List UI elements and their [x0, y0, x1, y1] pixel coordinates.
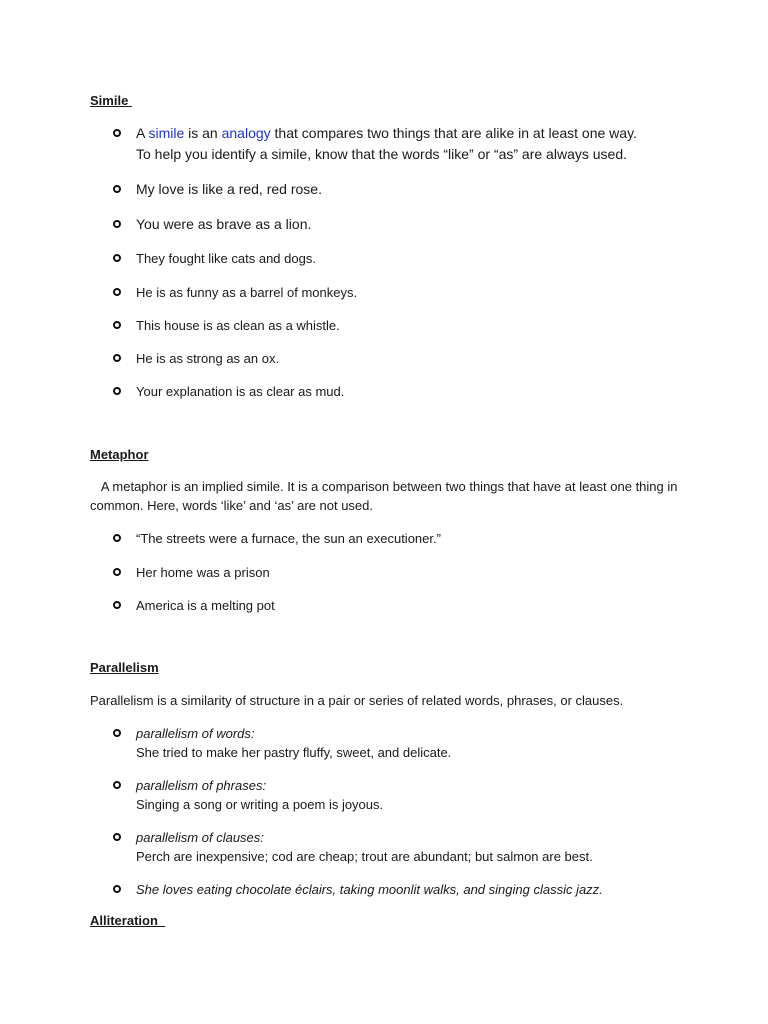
item-example: Perch are inexpensive; cod are cheap; trout are abundant; but salmon are best. — [136, 849, 593, 864]
parallelism-heading: Parallelism — [90, 660, 159, 675]
parallelism-paragraph: Parallelism is a similarity of structure in a pair or series of related words, phrases, or clauses. — [90, 693, 624, 708]
definition-mid: is an — [184, 125, 222, 141]
bullet-icon — [113, 601, 121, 609]
item-example: She tried to make her pastry fluffy, sweet, and delicate. — [136, 745, 452, 760]
bullet-icon — [113, 254, 121, 262]
simile-heading: Simile — [90, 93, 132, 108]
bullet-icon — [113, 354, 121, 362]
item-example: Singing a song or writing a poem is joyous. — [136, 797, 384, 812]
simile-definition — [136, 123, 637, 165]
bullet-icon — [113, 781, 121, 789]
list-item: They fought like cats and dogs. — [136, 251, 316, 266]
list-item: He is as strong as an ox. — [136, 351, 280, 366]
bullet-icon — [113, 833, 121, 841]
alliteration-heading: Alliteration — [90, 913, 166, 928]
list-item: My love is like a red, red rose. — [136, 181, 322, 197]
list-item: Her home was a prison — [136, 565, 270, 580]
list-item — [136, 776, 383, 814]
list-item — [136, 724, 451, 762]
definition-suffix: that compares two things that are alike in at least one way. — [270, 125, 637, 141]
simile-link[interactable]: simile — [148, 125, 185, 141]
bullet-icon — [113, 288, 121, 296]
list-item: She loves eating chocolate éclairs, taking moonlit walks, and singing classic jazz. — [136, 882, 603, 897]
list-item: Your explanation is as clear as mud. — [136, 384, 345, 399]
metaphor-paragraph: A metaphor is an implied simile. It is a comparison between two things that have at least one thing in common. Here, words ‘like’ and ‘as’ are not used. — [90, 479, 682, 513]
definition-line2: To help you identify a simile, know that the words “like” or “as” are always used. — [136, 146, 627, 162]
bullet-icon — [113, 220, 121, 228]
bullet-icon — [113, 129, 121, 137]
list-item: This house is as clean as a whistle. — [136, 318, 340, 333]
item-label: parallelism of clauses: — [136, 830, 264, 845]
item-label: parallelism of phrases: — [136, 778, 267, 793]
metaphor-heading: Metaphor — [90, 447, 149, 462]
analogy-link[interactable]: analogy — [221, 125, 271, 141]
list-item: You were as brave as a lion. — [136, 216, 312, 232]
list-item — [136, 828, 593, 866]
bullet-icon — [113, 885, 121, 893]
item-label: parallelism of words: — [136, 726, 255, 741]
bullet-icon — [113, 185, 121, 193]
bullet-icon — [113, 321, 121, 329]
definition-prefix: A — [136, 125, 149, 141]
list-item: America is a melting pot — [136, 598, 275, 613]
list-item: “The streets were a furnace, the sun an executioner.” — [136, 531, 441, 546]
bullet-icon — [113, 729, 121, 737]
bullet-icon — [113, 568, 121, 576]
bullet-icon — [113, 387, 121, 395]
list-item: He is as funny as a barrel of monkeys. — [136, 285, 358, 300]
bullet-icon — [113, 534, 121, 542]
